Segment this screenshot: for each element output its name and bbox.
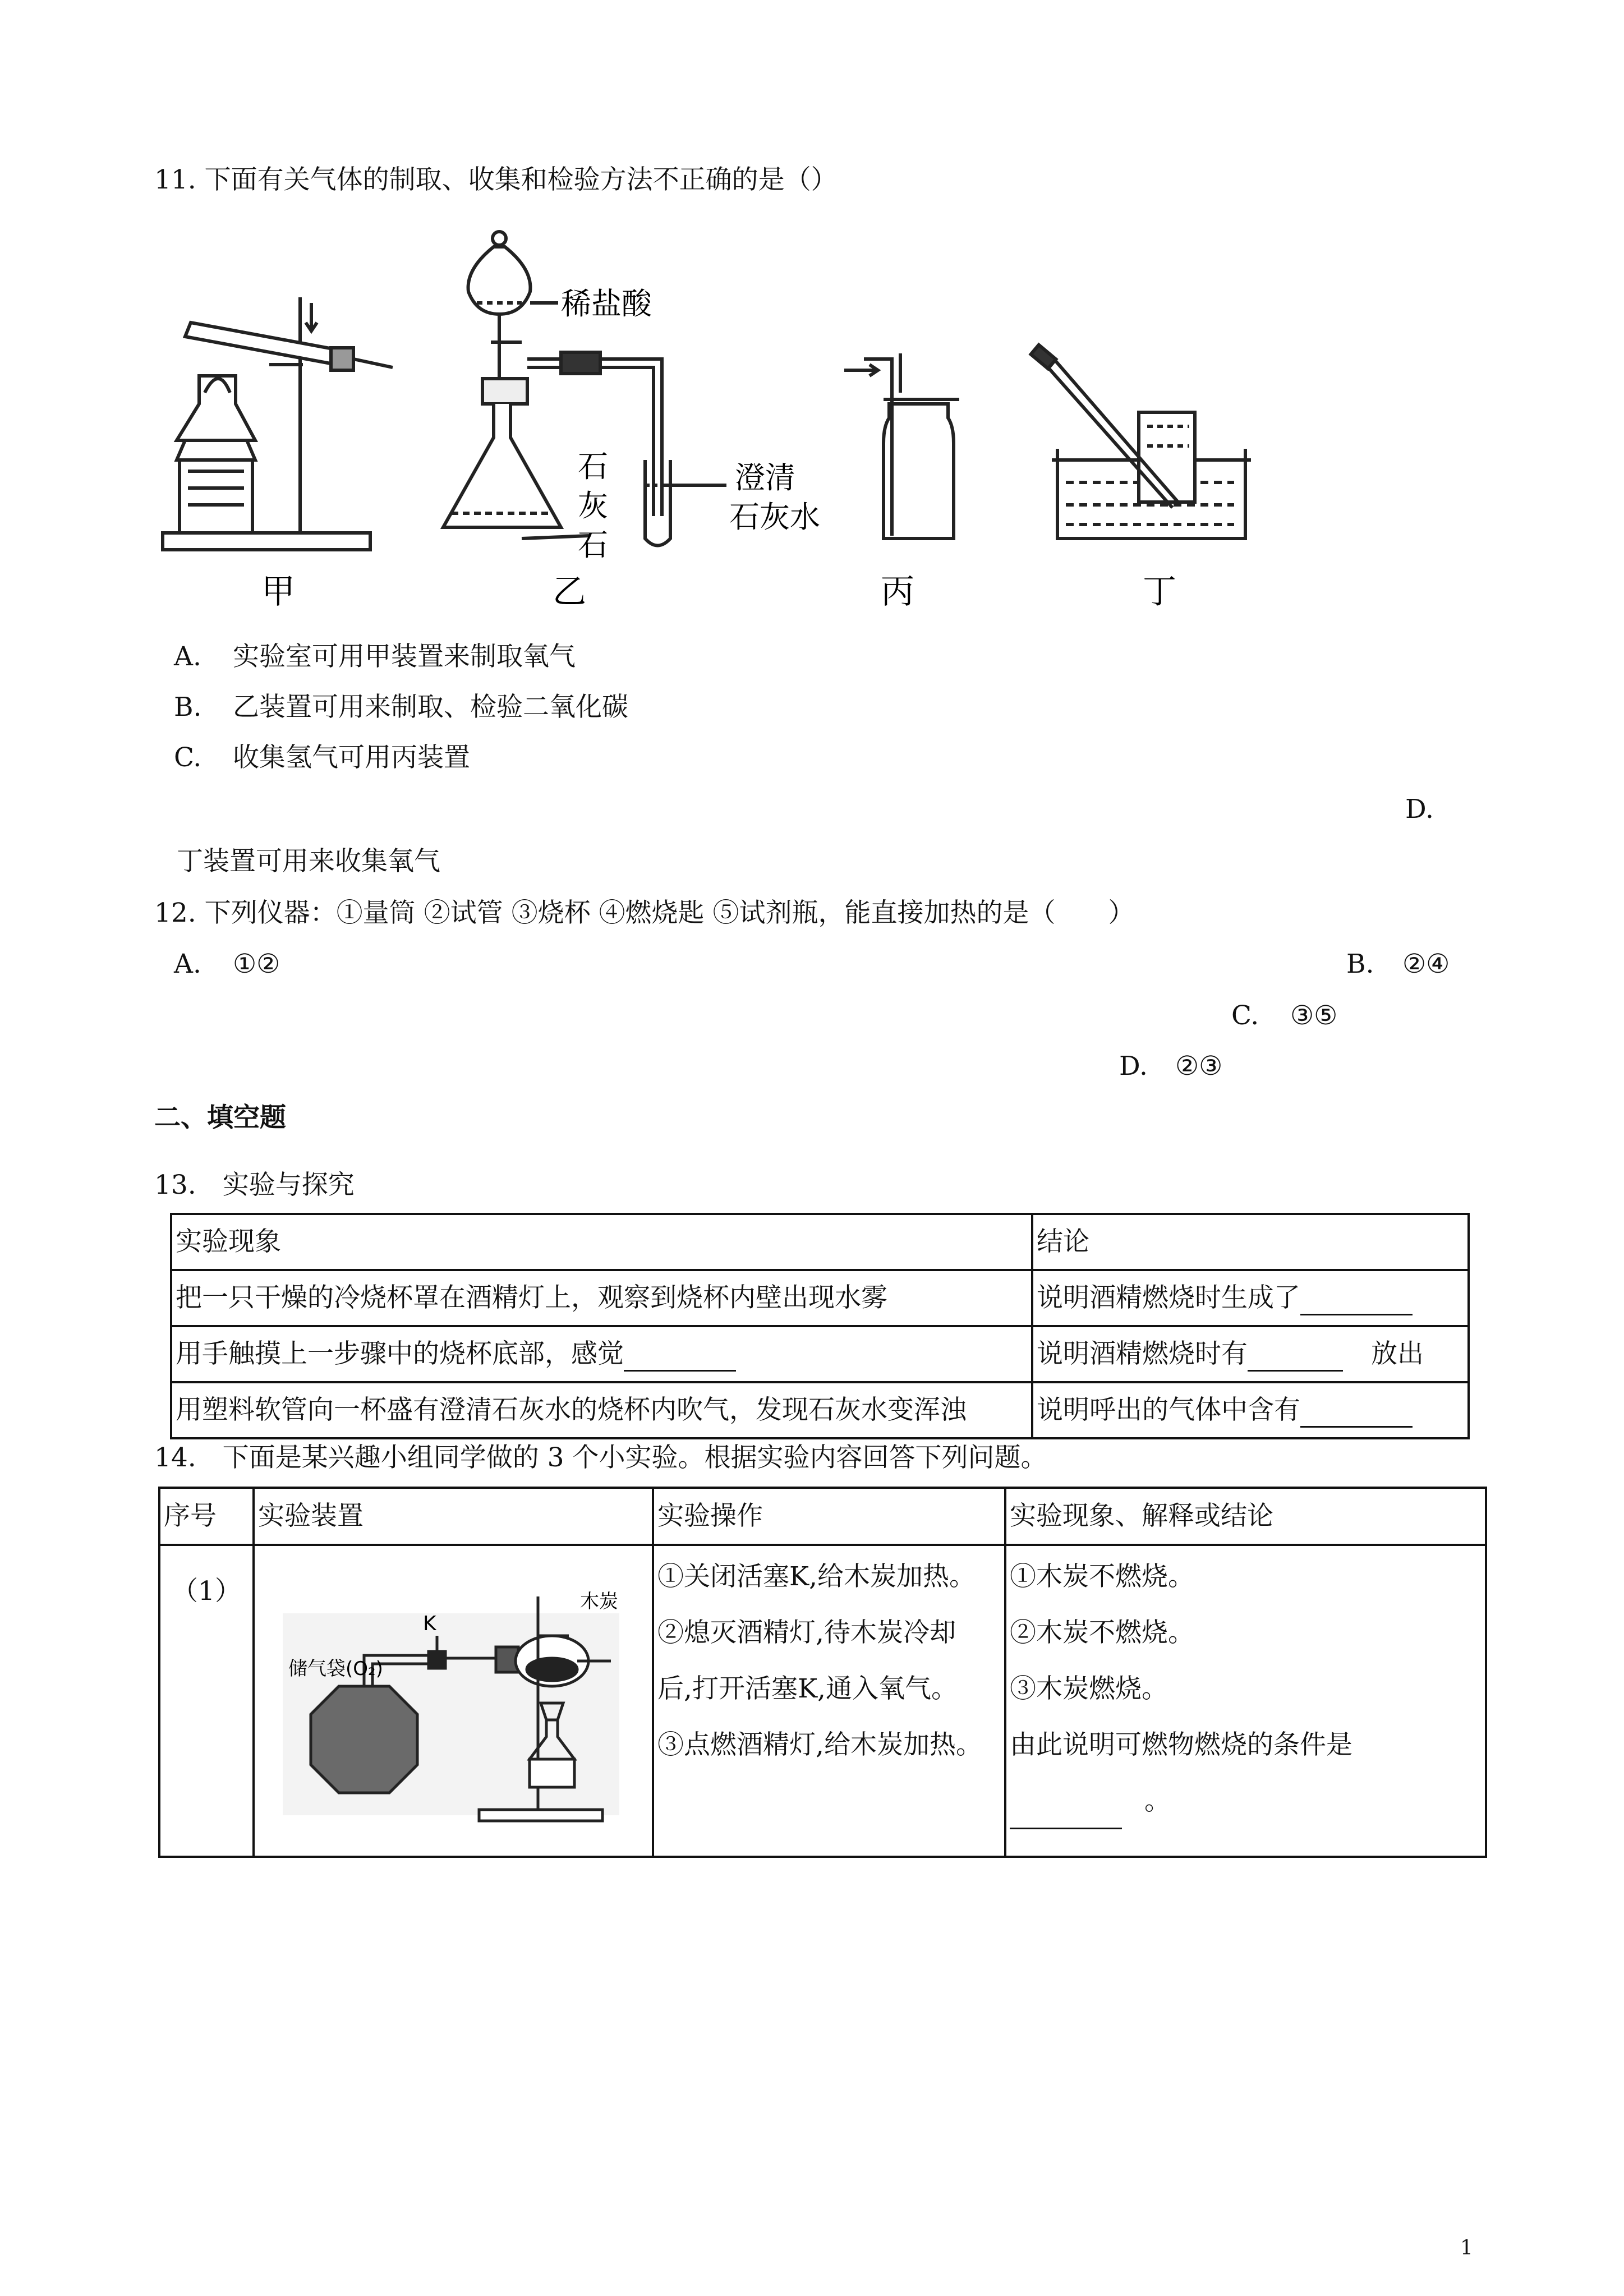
label-yi: 乙 xyxy=(553,572,586,611)
label-bing: 丙 xyxy=(881,572,914,611)
q14-result-2: ②木炭不燃烧。 xyxy=(1010,1617,1194,1648)
q13-row1-conclusion: 说明酒精燃烧时生成了 xyxy=(1037,1282,1300,1314)
q14-label-gas-bag: 储气袋(O₂) xyxy=(288,1658,383,1680)
q13-row1-conclusion-cell xyxy=(1032,1270,1469,1326)
q13-row2-conclusion: 说明酒精燃烧时有 xyxy=(1037,1338,1248,1370)
q12-option-d-letter: D. xyxy=(1119,1051,1148,1082)
q14-stem: 14. 下面是某兴趣小组同学做的 3 个小实验。根据实验内容回答下列问题。 xyxy=(154,1442,1047,1473)
q14-row1-result-cell xyxy=(1005,1545,1486,1857)
q13-row2-conclusion-cell xyxy=(1032,1326,1469,1382)
table-row xyxy=(171,1382,1469,1438)
q12-option-c-text: ③⑤ xyxy=(1290,1000,1338,1031)
q13-header-phenomenon: 实验现象 xyxy=(171,1214,1032,1270)
answer-blank[interactable] xyxy=(1248,1345,1343,1372)
q11-option-d-letter: D. xyxy=(1405,794,1434,825)
section-title: 二、填空题 xyxy=(154,1102,286,1133)
apparatus-ding xyxy=(1031,345,1251,539)
q14-end-mark: 。 xyxy=(1144,1786,1171,1816)
label-limestone-1: 石 xyxy=(578,449,608,484)
q13-row3-phenomenon: 用塑料软管向一杯盛有澄清石灰水的烧杯内吹气，发现石灰水变浑浊 xyxy=(171,1382,1032,1438)
q12-option-b-letter: B. xyxy=(1346,949,1374,979)
q13-header-conclusion: 结论 xyxy=(1032,1214,1469,1270)
q14-op-2: ②熄灭酒精灯,待木炭冷却 xyxy=(657,1617,956,1648)
q14-header-result: 实验现象、解释或结论 xyxy=(1005,1488,1486,1545)
q14-header-apparatus: 实验装置 xyxy=(254,1488,653,1545)
q14-label-k: K xyxy=(423,1612,436,1635)
answer-blank[interactable] xyxy=(1300,1289,1413,1315)
q14-op-3: 后,打开活塞K,通入氧气。 xyxy=(657,1673,958,1704)
q11-option-b-letter: B. xyxy=(174,692,202,723)
q11-option-a-letter: A. xyxy=(174,641,201,672)
q14-header-operation: 实验操作 xyxy=(653,1488,1005,1545)
answer-blank[interactable] xyxy=(1300,1401,1413,1428)
q14-row1-index: （1） xyxy=(159,1545,254,1857)
q11-option-b-text: 乙装置可用来制取、检验二氧化碳 xyxy=(233,692,628,723)
q13-row3-conclusion-cell xyxy=(1032,1382,1469,1438)
table-row xyxy=(171,1270,1469,1326)
q11-stem: 11. 下面有关气体的制取、收集和检验方法不正确的是（） xyxy=(154,164,838,195)
q13-row1-phenomenon: 把一只干燥的冷烧杯罩在酒精灯上，观察到烧杯内壁出现水雾 xyxy=(171,1270,1032,1326)
q13-row3-conclusion: 说明呼出的气体中含有 xyxy=(1037,1395,1300,1426)
q13-row2-phenomenon: 用手触摸上一步骤中的烧杯底部，感觉 xyxy=(176,1338,624,1370)
q11-option-c-letter: C. xyxy=(174,742,202,773)
q12-option-d-text: ②③ xyxy=(1175,1051,1223,1082)
q12-option-a-letter: A. xyxy=(174,949,201,979)
page-number: 1 xyxy=(1460,2237,1473,2260)
q13-row2-suffix: 放出 xyxy=(1371,1338,1424,1370)
q14-result-1: ①木炭不燃烧。 xyxy=(1010,1561,1194,1592)
q12-stem: 12. 下列仪器：①量筒 ②试管 ③烧杯 ④燃烧匙 ⑤试剂瓶，能直接加热的是（ ） xyxy=(154,898,1135,928)
q14-row1-apparatus-cell xyxy=(254,1545,653,1857)
q14-result-4: 由此说明可燃物燃烧的条件是 xyxy=(1010,1729,1352,1760)
q14-label-charcoal: 木炭 xyxy=(580,1590,618,1613)
apparatus-jia xyxy=(163,297,393,550)
table-row xyxy=(171,1326,1469,1382)
label-dilute-hcl: 稀盐酸 xyxy=(561,286,652,321)
q12-option-a-text: ①② xyxy=(233,949,280,979)
label-limestone-3: 石 xyxy=(578,527,608,563)
label-limewater-2: 石灰水 xyxy=(729,499,820,535)
q14-result-blank-line xyxy=(1010,1773,1482,1829)
apparatus-bing xyxy=(844,353,959,539)
q12-option-b-text: ②④ xyxy=(1402,949,1450,979)
q14-table xyxy=(158,1487,1487,1858)
q11-option-a-text: 实验室可用甲装置来制取氧气 xyxy=(233,641,576,672)
label-jia: 甲 xyxy=(261,572,295,611)
table-row xyxy=(159,1545,1486,1857)
answer-blank[interactable] xyxy=(1010,1805,1122,1829)
q11-option-d-text: 丁装置可用来收集氧气 xyxy=(177,846,440,877)
q14-op-1: ①关闭活塞K,给木炭加热。 xyxy=(657,1561,976,1592)
q14-header-index: 序号 xyxy=(159,1488,254,1545)
q14-op-4: ③点燃酒精灯,给木炭加热。 xyxy=(657,1729,982,1760)
label-limestone-2: 灰 xyxy=(578,488,608,523)
q12-option-c-letter: C. xyxy=(1231,1000,1259,1031)
label-ding: 丁 xyxy=(1143,572,1176,611)
label-limewater-1: 澄清 xyxy=(735,460,795,495)
q13-row2-phenomenon-cell xyxy=(171,1326,1032,1382)
q14-result-3: ③木炭燃烧。 xyxy=(1010,1673,1168,1704)
q13-stem: 13. 实验与探究 xyxy=(154,1170,355,1200)
q14-apparatus-figure xyxy=(266,1568,647,1838)
q11-option-c-text: 收集氢气可用丙装置 xyxy=(233,742,470,773)
q14-row1-operation-cell xyxy=(653,1545,1005,1857)
q13-table xyxy=(170,1213,1470,1439)
answer-blank[interactable] xyxy=(624,1345,736,1372)
